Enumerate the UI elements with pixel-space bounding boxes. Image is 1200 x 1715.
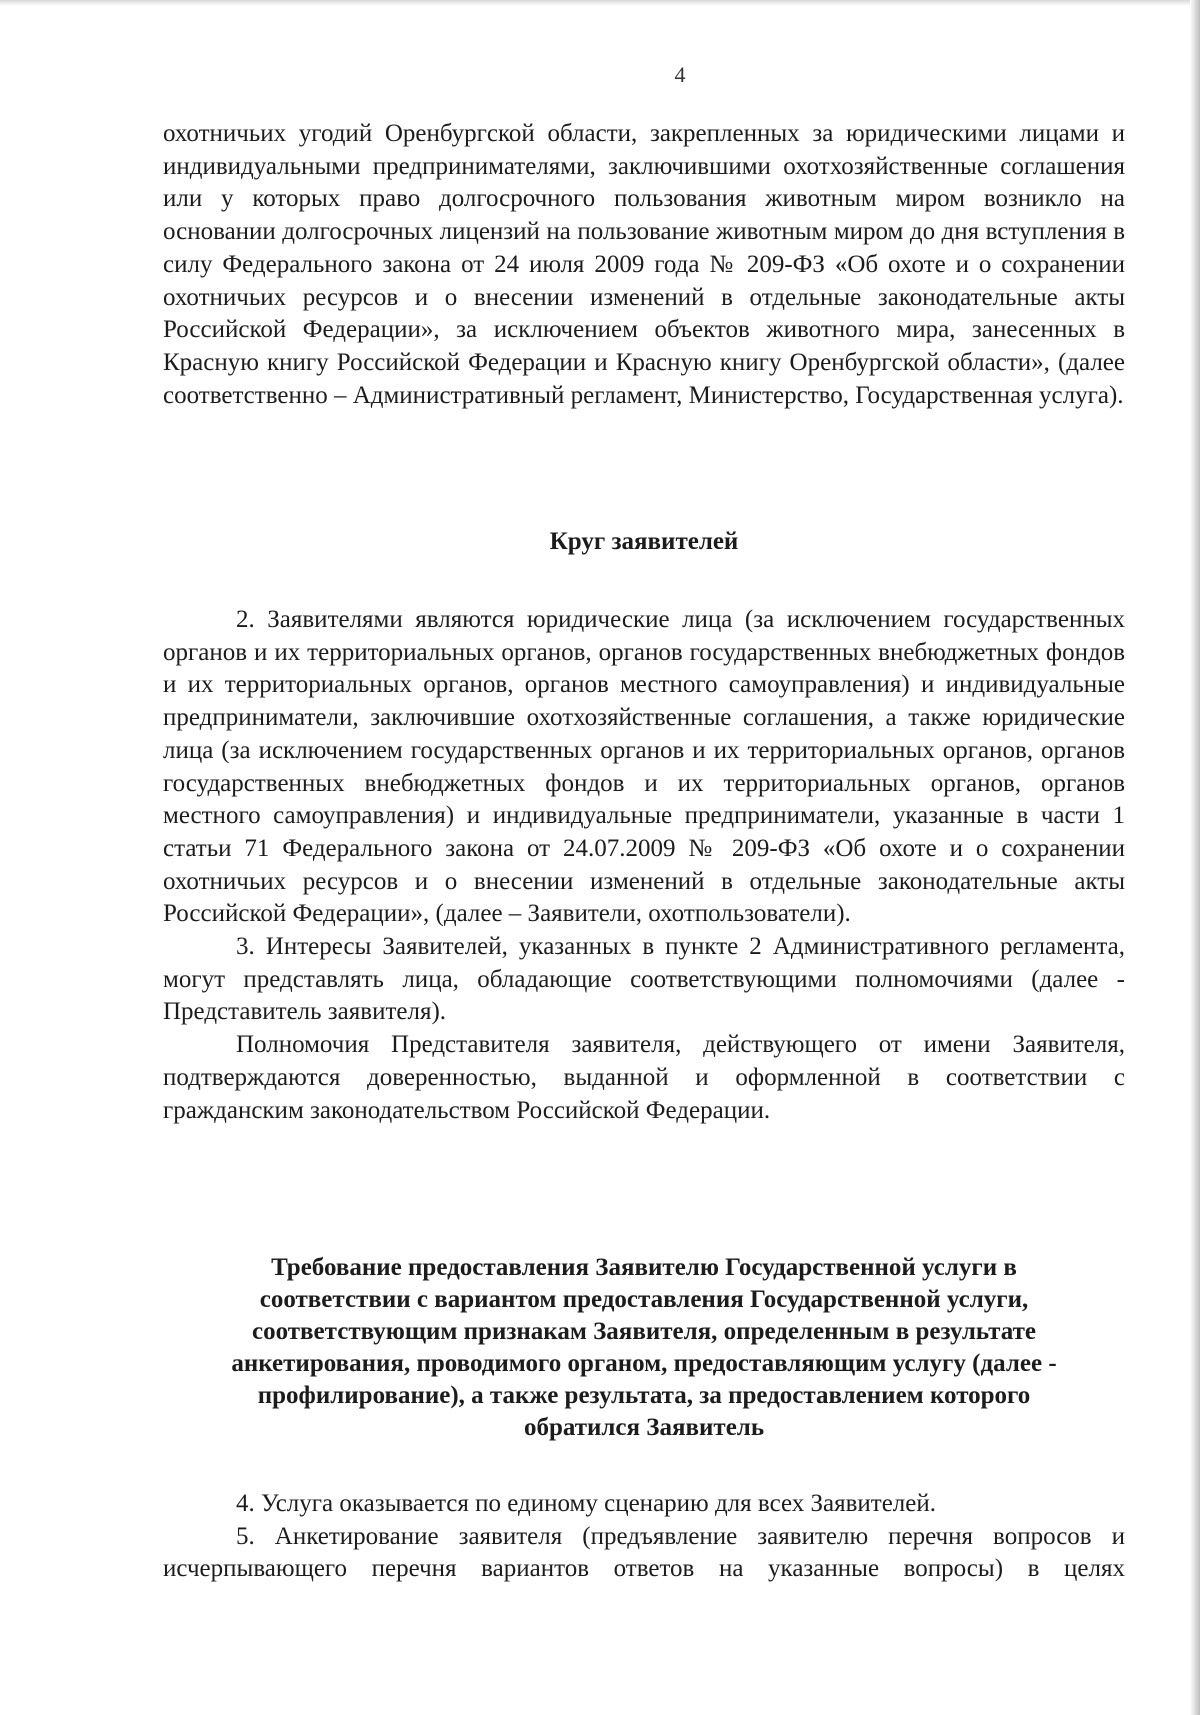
requirement-section-body [163, 1488, 1125, 1586]
paragraph-3: 3. Интересы Заявителей, указанных в пункте 2 Административного регламента, могут представлять лица, обладающие соответствующими полномочиями (далее - Представитель заявителя). [163, 933, 1125, 1026]
heading-requirement-line: анкетирования, проводимого органом, предоставляющим услугу (далее - [231, 1350, 1057, 1377]
scan-edge-top [0, 0, 1200, 6]
heading-requirement-line: Требование предоставления Заявителю Государственной услуги в [271, 1254, 1017, 1281]
paragraph-3-representative: Полномочия Представителя заявителя, действующего от имени Заявителя, подтверждаются доверенностью, выданной и оформленной в соответствии с гражданским законодательством Российской Федерации. [163, 1031, 1125, 1124]
paragraph-4: 4. Услуга оказывается по единому сценарию для всех Заявителей. [236, 1490, 937, 1517]
intro-paragraph: охотничьих угодий Оренбургской области, закрепленных за юридическими лицами и индивидуальными предпринимателями, заключившими охотхозяйственные соглашения или у которых право долгосрочного пользования животным миром возникло на основании долгосрочных лицензий на пользование животным миром до дня вступления в силу Федерального закона от 24 июля 2009 года № 209-ФЗ «Об охоте и о сохранении охотничьих ресурсов и о внесении изменений в отдельные законодательные акты Российской Федерации», за исключением объектов животного мира, занесенных в Красную книгу Российской Федерации и Красную книгу Оренбургской области», (далее соответственно – Административный регламент, Министерство, Государственная услуга). [163, 120, 1125, 409]
heading-requirement-line: обратился Заявитель [523, 1414, 765, 1441]
scan-edge-right [1190, 0, 1200, 1715]
heading-requirement-line: соответствующим признакам Заявителя, определенным в результате [252, 1318, 1036, 1345]
heading-applicants: Круг заявителей [549, 528, 739, 555]
page-number: 4 [674, 62, 686, 87]
paragraph-2: 2. Заявителями являются юридические лица (за исключением государственных органов и их территориальных органов, органов государственных внебюджетных фондов и их территориальных органов, органов местного самоуправления) и индивидуальные предприниматели, заключившие охотхозяйственные соглашения, а также юридические лица (за исключением государственных органов и их территориальных органов, органов государственных внебюджетных фондов и их территориальных органов, органов местного самоуправления) и индивидуальные предприниматели, указанные в части 1 статьи 71 Федерального закона от 24.07.2009 № 209-ФЗ «Об охоте и о сохранении охотничьих ресурсов и о внесении изменений в отдельные законодательные акты Российской Федерации», (далее – Заявители, охотпользователи). [163, 606, 1125, 928]
paragraph-5: 5. Анкетирование заявителя (предъявление заявителю перечня вопросов и исчерпывающего перечня вариантов ответов на указанные вопросы) в целях [163, 1522, 1125, 1583]
heading-requirement-line: соответствии с вариантом предоставления Государственной услуги, [259, 1286, 1029, 1313]
heading-requirement [163, 1252, 1125, 1444]
applicants-section-body [163, 604, 1125, 1127]
intro-paragraph-block [163, 118, 1125, 412]
heading-requirement-line: профилирование), а также результата, за предоставлением которого [257, 1382, 1031, 1409]
